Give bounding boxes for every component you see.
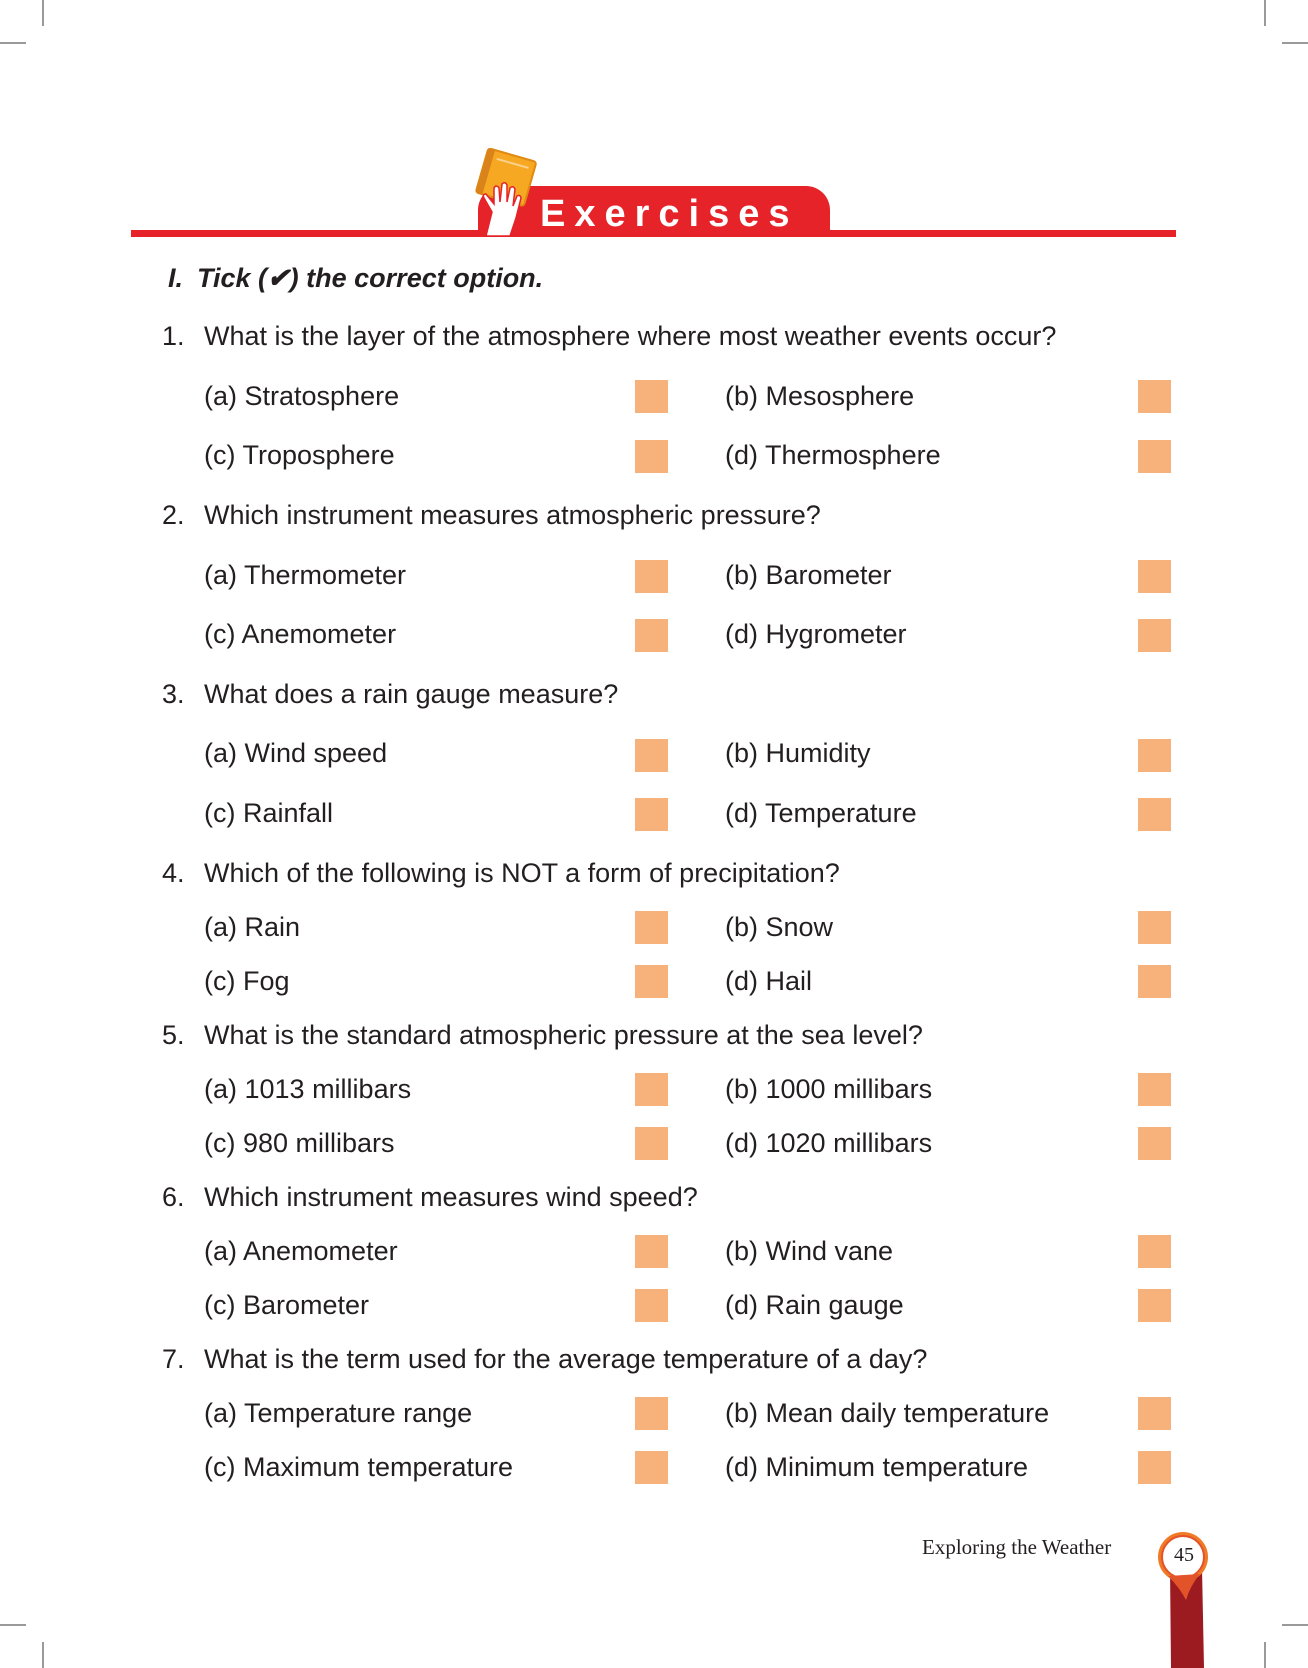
question-number: 5. [162,1020,185,1050]
answer-checkbox[interactable] [1138,1451,1171,1484]
crop-mark [0,42,26,44]
answer-checkbox[interactable] [1138,739,1171,772]
option-label: (d) Hygrometer [725,619,907,649]
option-label: (c) Barometer [204,1290,370,1320]
option-label: (d) Rain gauge [725,1290,904,1320]
answer-checkbox[interactable] [1138,380,1171,413]
question-number: 3. [162,679,185,709]
page-number: 45 [1174,1544,1194,1566]
option-label: (b) Humidity [725,738,871,768]
crop-mark [1282,1624,1308,1626]
answer-checkbox[interactable] [635,1451,668,1484]
answer-checkbox[interactable] [1138,619,1171,652]
page-title: Exercises [540,193,799,235]
answer-checkbox[interactable] [1138,1397,1171,1430]
answer-checkbox[interactable] [1138,965,1171,998]
crop-mark [1264,0,1266,26]
option-label: (d) Temperature [725,798,917,828]
option-label: (d) Hail [725,966,813,996]
answer-checkbox[interactable] [1138,1127,1171,1160]
option-label: (b) 1000 millibars [725,1074,933,1104]
option-label: (c) Fog [204,966,290,996]
answer-checkbox[interactable] [635,1235,668,1268]
section-number: I. [168,263,184,293]
question-text: What is the standard atmospheric pressure at the sea level? [204,1020,923,1050]
question-number: 7. [162,1344,185,1374]
option-label: (a) Wind speed [204,738,388,768]
option-label: (c) Rainfall [204,798,334,828]
option-label: (a) 1013 millibars [204,1074,412,1104]
crop-mark [1264,1642,1266,1668]
answer-checkbox[interactable] [635,1397,668,1430]
question-text: Which instrument measures atmospheric pressure? [204,500,821,530]
question-text: Which instrument measures wind speed? [204,1182,698,1212]
answer-checkbox[interactable] [635,739,668,772]
question [162,1015,923,1055]
answer-checkbox[interactable] [635,965,668,998]
option-label: (b) Snow [725,912,834,942]
option-label: (c) 980 millibars [204,1128,395,1158]
answer-checkbox[interactable] [635,440,668,473]
option-label: (a) Anemometer [204,1236,398,1266]
answer-checkbox[interactable] [635,1073,668,1106]
answer-checkbox[interactable] [635,560,668,593]
answer-checkbox[interactable] [1138,560,1171,593]
answer-checkbox[interactable] [1138,1073,1171,1106]
answer-checkbox[interactable] [635,380,668,413]
option-label: (a) Temperature range [204,1398,473,1428]
question-number: 1. [162,321,185,351]
answer-checkbox[interactable] [1138,798,1171,831]
question [162,1339,927,1379]
option-label: (b) Barometer [725,560,892,590]
question [162,853,840,893]
option-label: (a) Thermometer [204,560,407,590]
option-label: (c) Anemometer [204,619,397,649]
option-label: (d) Thermosphere [725,440,941,470]
answer-checkbox[interactable] [1138,440,1171,473]
crop-mark [1282,42,1308,44]
answer-checkbox[interactable] [1138,1289,1171,1322]
option-label: (b) Mesosphere [725,381,915,411]
option-label: (c) Troposphere [204,440,395,470]
answer-checkbox[interactable] [1138,1235,1171,1268]
answer-checkbox[interactable] [635,1127,668,1160]
instruction-text: Tick (✔) the correct option. [197,263,544,293]
option-label: (a) Rain [204,912,301,942]
option-label: (d) 1020 millibars [725,1128,933,1158]
answer-checkbox[interactable] [635,911,668,944]
question [162,495,821,535]
chapter-title: Exploring the Weather [922,1535,1112,1559]
question-number: 4. [162,858,185,888]
question [162,674,618,714]
question-text: Which of the following is NOT a form of precipitation? [204,858,840,888]
option-label: (c) Maximum temperature [204,1452,514,1482]
option-label: (a) Stratosphere [204,381,400,411]
crop-mark [0,1624,26,1626]
answer-checkbox[interactable] [635,619,668,652]
question [162,1177,698,1217]
section-instruction [168,258,543,298]
option-label: (d) Minimum temperature [725,1452,1029,1482]
question-number: 6. [162,1182,185,1212]
question-text: What does a rain gauge measure? [204,679,619,709]
option-label: (b) Wind vane [725,1236,894,1266]
question-number: 2. [162,500,185,530]
crop-mark [42,0,44,26]
answer-checkbox[interactable] [635,798,668,831]
crop-mark [42,1642,44,1668]
answer-checkbox[interactable] [1138,911,1171,944]
answer-checkbox[interactable] [635,1289,668,1322]
question [162,316,1056,356]
book-hand-icon [464,148,546,238]
question-text: What is the term used for the average temperature of a day? [204,1344,928,1374]
option-label: (b) Mean daily temperature [725,1398,1050,1428]
question-text: What is the layer of the atmosphere where most weather events occur? [204,321,1057,351]
